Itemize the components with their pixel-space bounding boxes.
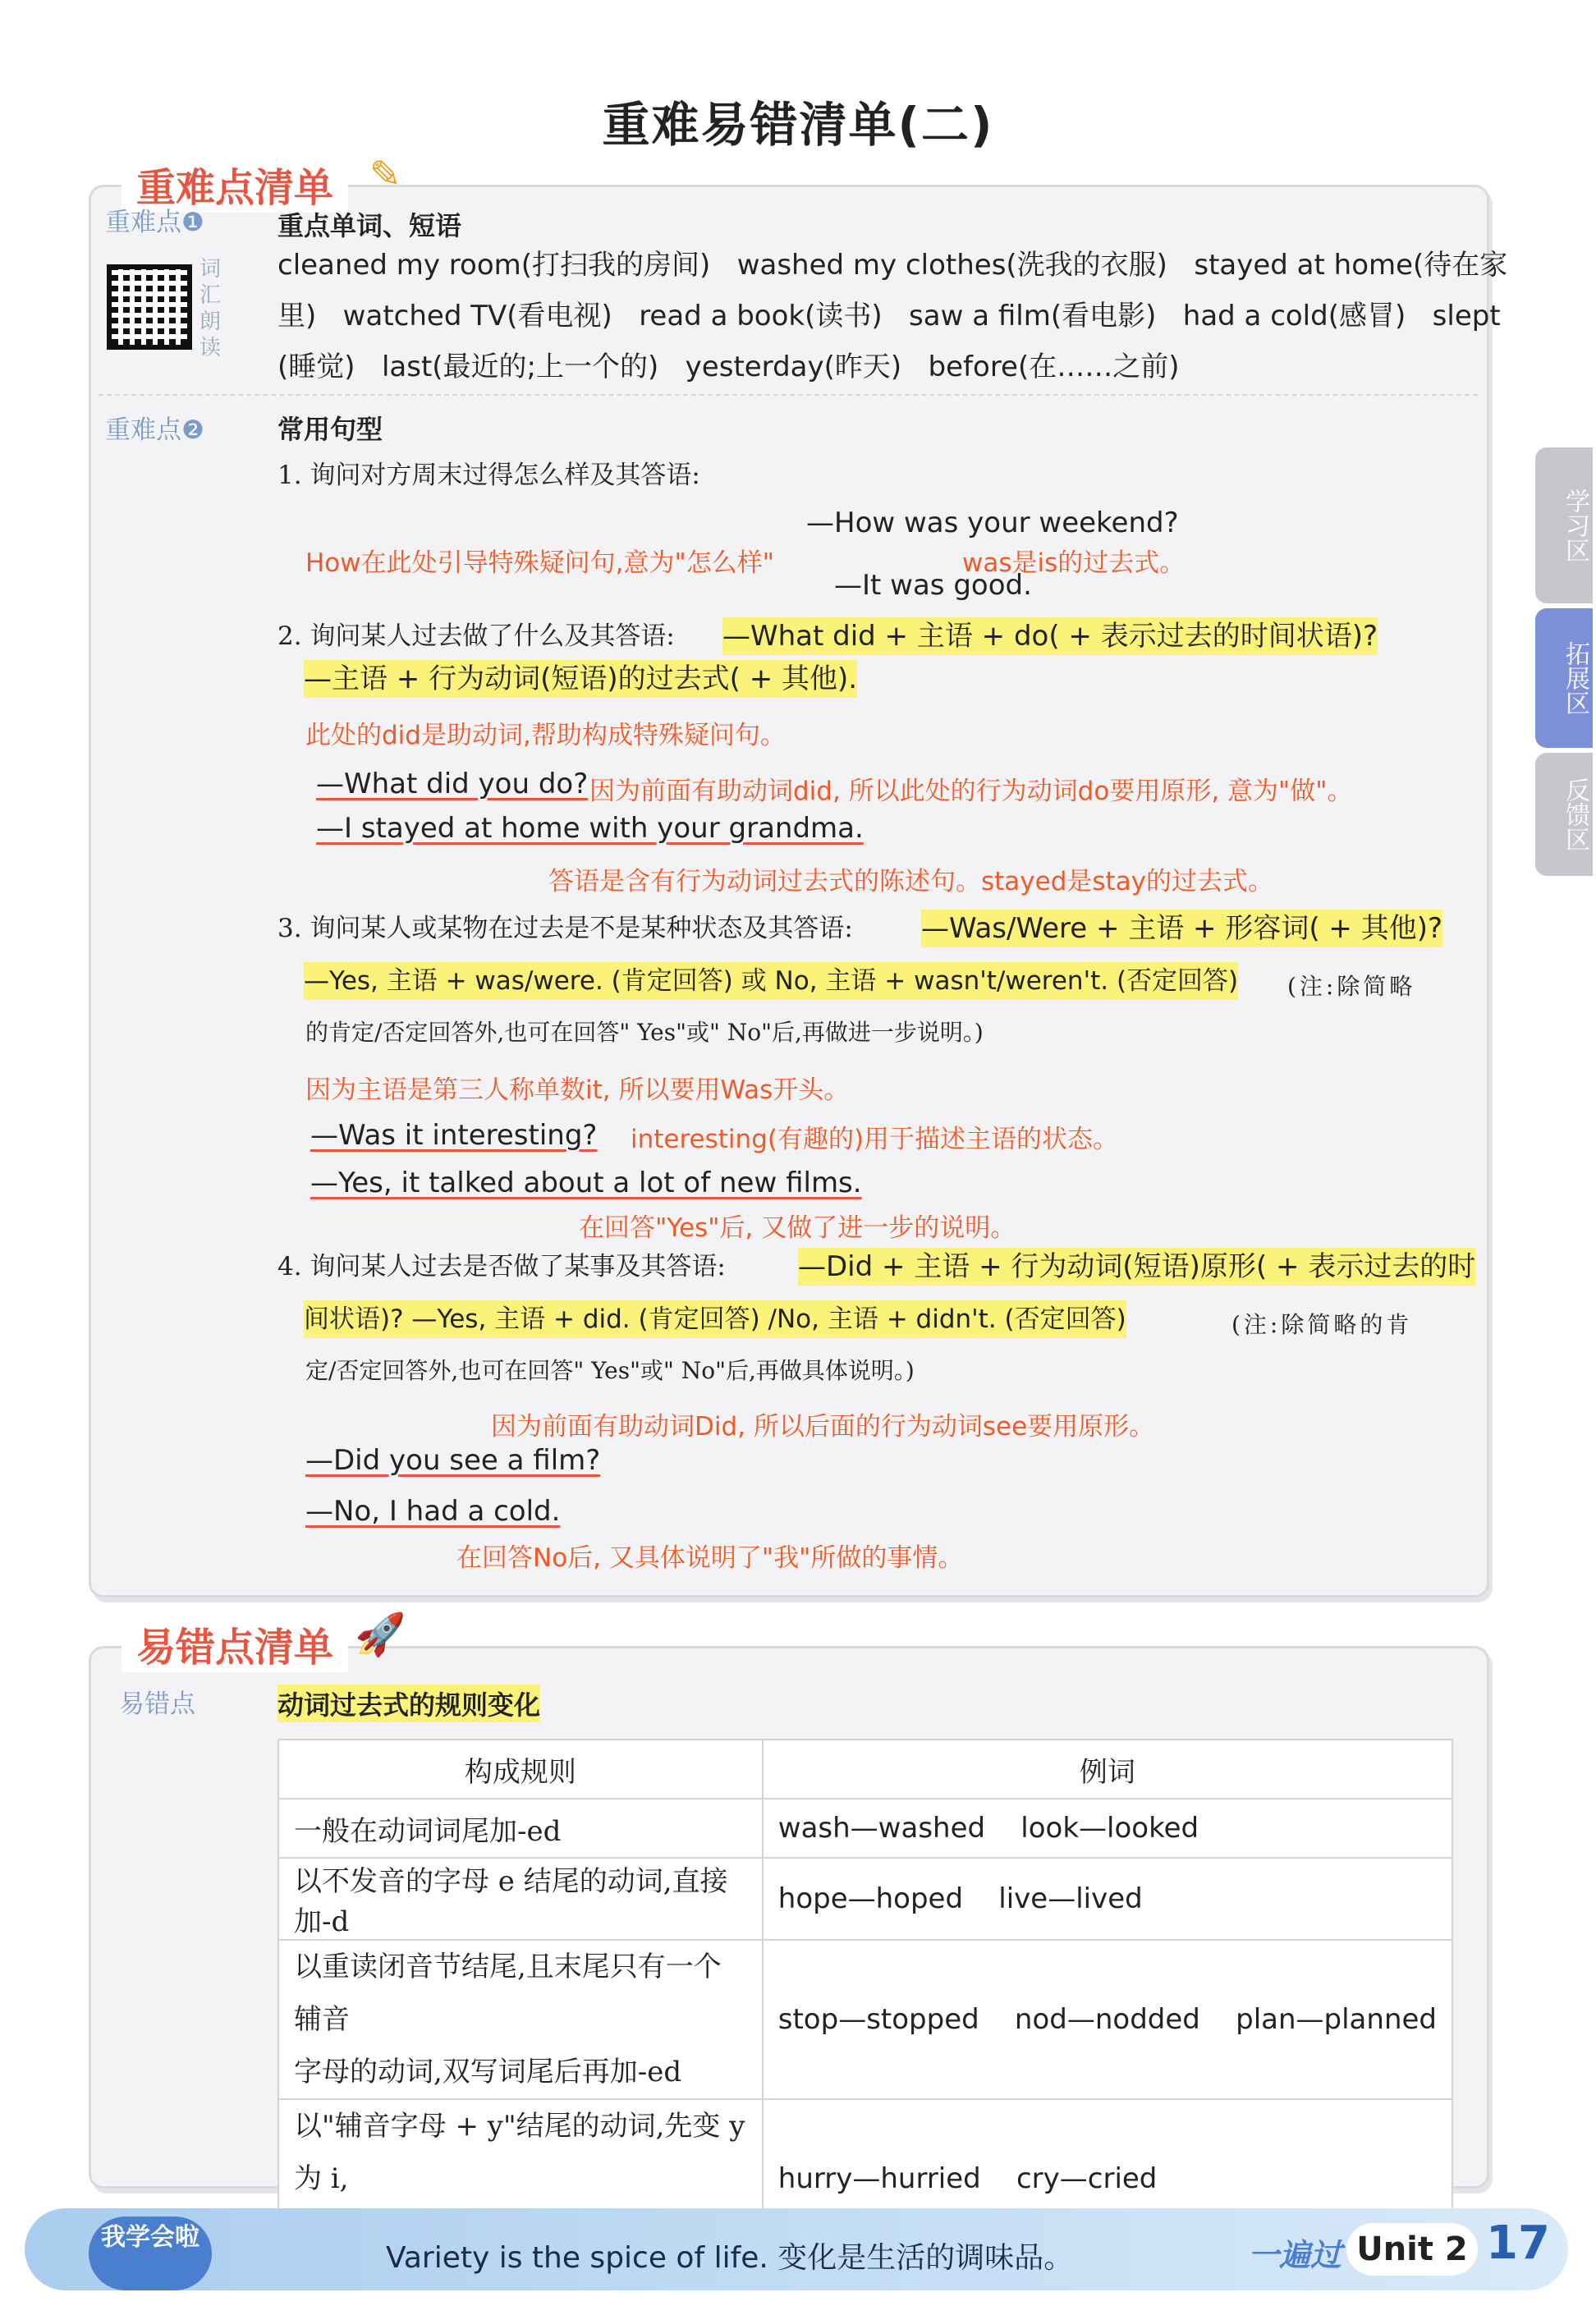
q3-note-1: 因为主语是第三人称单数it, 所以要用Was开头。	[305, 1075, 850, 1105]
q4-pattern-1: —Did + 主语 + 行为动词(短语)原形( + 表示过去的时	[798, 1248, 1475, 1286]
table-rule-cont: 字母的动词,双写词尾后再加-ed	[294, 2056, 682, 2088]
rocket-icon: 🚀	[355, 1611, 406, 1658]
q3-pattern-2: —Yes, 主语 + was/were. (肯定回答) 或 No, 主语 + wasn't/weren't. (否定回答)	[304, 962, 1238, 1000]
side-tabs	[1535, 447, 1596, 876]
q4-tail-2: 定/否定回答外,也可在回答" Yes"或" No"后,再做具体说明。)	[305, 1357, 915, 1384]
vocab-line-2: 里) watched TV(看电视) read a book(读书) saw a film(看电影) had a cold(感冒) slept	[277, 300, 1501, 332]
q2-note-1: 此处的did是助动词,帮助构成特殊疑问句。	[305, 721, 786, 750]
footer-quote: Variety is the spice of life. 变化是生活的调味品。	[386, 2241, 1074, 2275]
q4-note-1: 因为前面有助动词Did, 所以后面的行为动词see要用原形。	[491, 1412, 1155, 1442]
q2-pattern-2: —主语 + 行为动词(短语)的过去式( + 其他).	[304, 660, 857, 698]
q3-tail-1: (注:除简略	[1287, 973, 1416, 1000]
q3-pattern-1: —Was/Were + 主语 + 形容词( + 其他)?	[921, 910, 1442, 947]
point1-title: 重点单词、短语	[277, 210, 462, 241]
q2-head: 2. 询问某人过去做了什么及其答语:	[277, 621, 675, 651]
error-point-label: 易错点	[119, 1689, 195, 1719]
q2-example-1: —What did you do?	[316, 768, 589, 800]
q1-example-1: —How was your weekend?	[806, 507, 1179, 539]
unit-label: Unit 2	[1346, 2223, 1478, 2276]
q3-tail-2: 的肯定/否定回答外,也可在回答" Yes"或" No"后,再做进一步说明。)	[305, 1019, 984, 1046]
q3-note-2: interesting(有趣的)用于描述主语的状态。	[631, 1125, 1119, 1154]
q1-head: 1. 询问对方周末过得怎么样及其答语:	[277, 461, 700, 490]
q1-example-2: —It was good.	[834, 569, 1032, 602]
page-title: 重难易错清单(二)	[602, 97, 994, 153]
key-points-heading: 重难点清单	[122, 156, 348, 213]
tab-feedback[interactable]: 反馈区	[1535, 753, 1593, 876]
point2-label: 重难点❷	[105, 415, 204, 445]
brand-logo: 一遍过	[1248, 2237, 1342, 2273]
tab-expand[interactable]: 拓展区	[1535, 608, 1593, 748]
table-row	[278, 1940, 1452, 2099]
table-examples: hurry—hurried cry—cried	[763, 2099, 1452, 2258]
q2-pattern-1: —What did + 主语 + do( + 表示过去的时间状语)?	[722, 617, 1378, 655]
q1-note-left: How在此处引导特殊疑问句,意为"怎么样"	[305, 548, 775, 578]
table-examples: stop—stopped nod—nodded plan—planned	[763, 1940, 1452, 2099]
table-row	[278, 1799, 1452, 1858]
error-point-title: 动词过去式的规则变化	[277, 1685, 540, 1722]
q4-head: 4. 询问某人过去是否做了某事及其答语:	[277, 1252, 726, 1281]
q4-tail-1: (注:除简略的肯	[1231, 1311, 1413, 1338]
vocab-line-3: (睡觉) last(最近的;上一个的) yesterday(昨天) before(在……之前)	[277, 351, 1180, 383]
point2-title: 常用句型	[277, 414, 383, 445]
q3-example-1: —Was it interesting?	[310, 1119, 598, 1152]
q4-pattern-2: 间状语)? —Yes, 主语 + did. (肯定回答) /No, 主语 + didn't. (否定回答)	[304, 1300, 1126, 1338]
table-rule: 一般在动词词尾加-ed	[294, 1814, 562, 1848]
badge: 我学会啦	[89, 2217, 212, 2290]
q1-note-right: was是is的过去式。	[962, 548, 1186, 578]
q3-note-3: 在回答"Yes"后, 又做了进一步的说明。	[579, 1213, 1016, 1243]
q3-head: 3. 询问某人或某物在过去是不是某种状态及其答语:	[277, 914, 853, 943]
table-examples: hope—hoped live—lived	[763, 1858, 1452, 1940]
tab-study[interactable]: 学习区	[1535, 447, 1593, 603]
table-rule: 以不发音的字母 e 结尾的动词,直接加-d	[294, 1865, 728, 1938]
table-rule: 以"辅音字母 + y"结尾的动词,先变 y 为 i,	[294, 2110, 745, 2195]
q2-example-2: —I stayed at home with your grandma.	[316, 812, 864, 845]
rules-table	[277, 1739, 1453, 2259]
divider	[99, 394, 1478, 396]
table-rule: 以重读闭音节结尾,且末尾只有一个辅音	[294, 1951, 722, 2036]
q4-example-1: —Did you see a film?	[305, 1444, 601, 1477]
pencils-icon: ✎	[369, 152, 401, 196]
error-points-heading: 易错点清单	[122, 1616, 348, 1672]
table-header-examples: 例词	[763, 1740, 1452, 1799]
table-header-rule: 构成规则	[278, 1740, 763, 1799]
q4-note-2: 在回答No后, 又具体说明了"我"所做的事情。	[456, 1543, 964, 1573]
point1-label: 重难点❶	[105, 208, 204, 237]
table-examples: wash—washed look—looked	[763, 1799, 1452, 1858]
page-number: 17	[1486, 2217, 1550, 2270]
qr-code-icon[interactable]	[107, 264, 192, 350]
q2-note-3: 答语是含有行为动词过去式的陈述句。stayed是stay的过去式。	[548, 867, 1274, 896]
vocab-line-1: cleaned my room(打扫我的房间) washed my clothes(洗我的衣服) stayed at home(待在家	[277, 249, 1508, 282]
q4-example-2: —No, I had a cold.	[305, 1495, 561, 1528]
q3-example-2: —Yes, it talked about a lot of new films.	[310, 1167, 862, 1199]
table-row	[278, 1858, 1452, 1940]
qr-caption: 词汇朗读	[200, 257, 222, 360]
q2-note-2: 因为前面有助动词did, 所以此处的行为动词do要用原形, 意为"做"。	[589, 777, 1353, 806]
